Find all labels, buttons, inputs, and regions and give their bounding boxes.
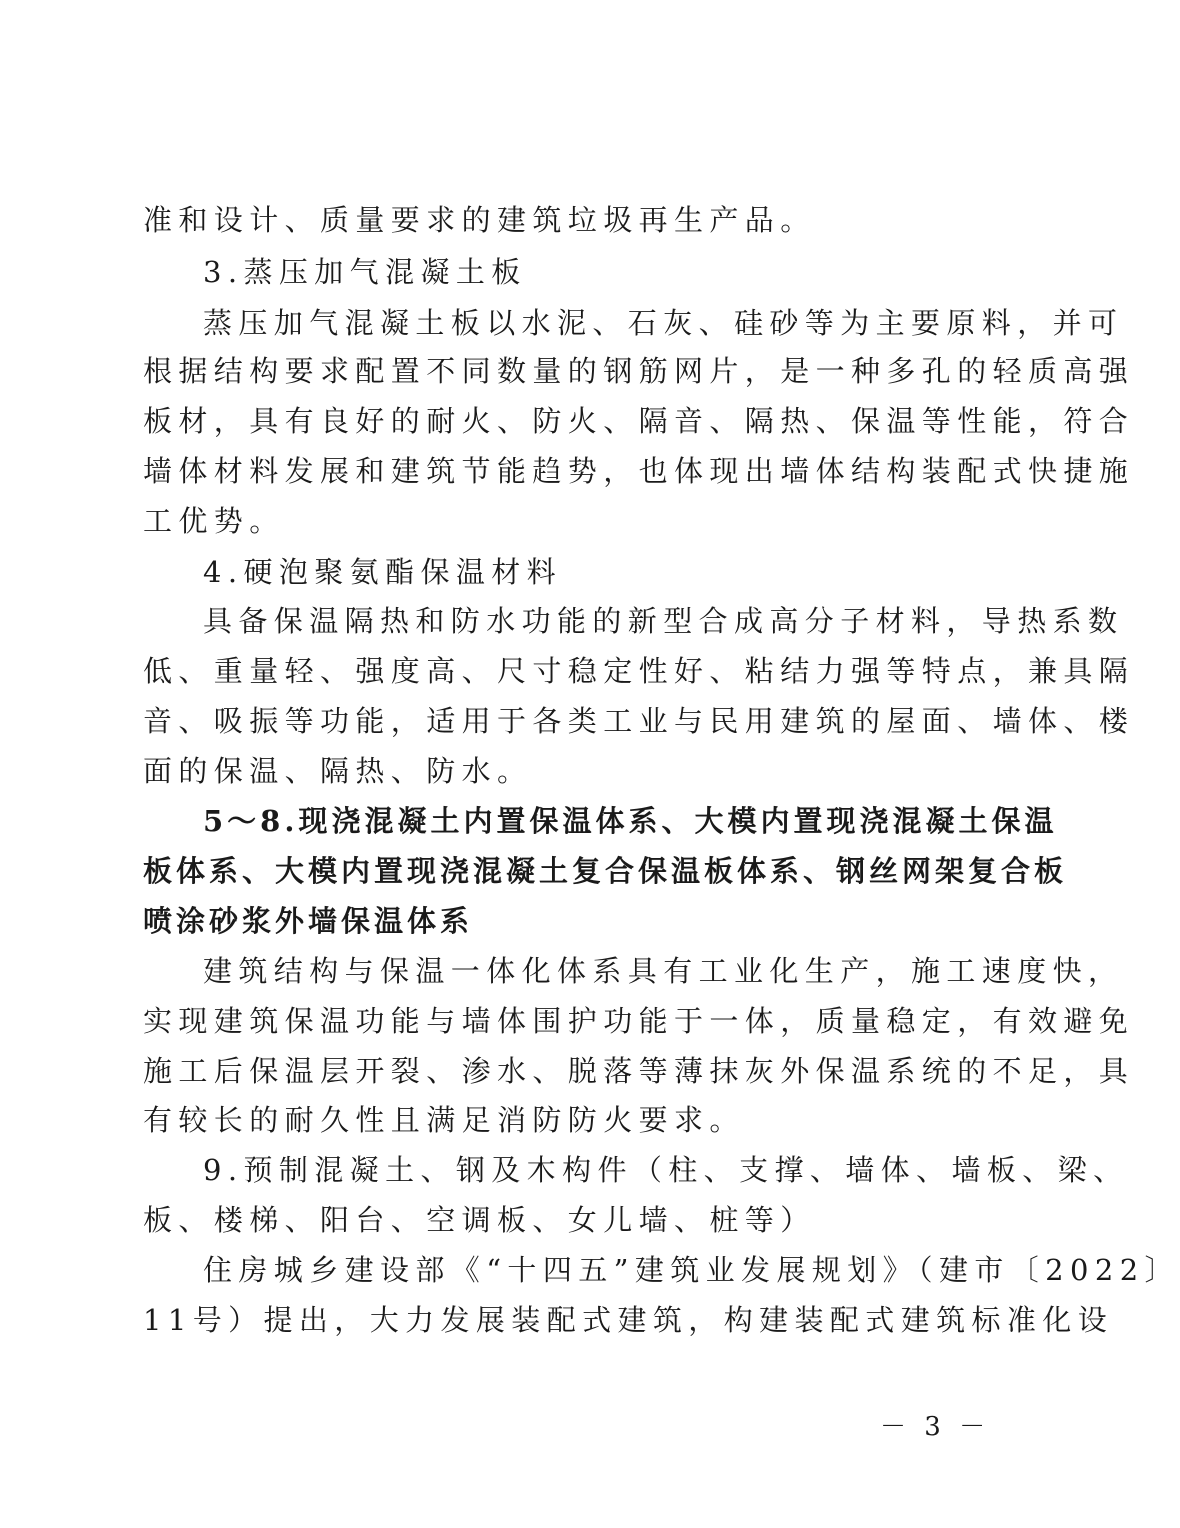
section-heading-4: 4.硬泡聚氨酯保温材料 — [203, 555, 563, 589]
body-text-line: 根据结构要求配置不同数量的钢筋网片，是一种多孔的轻质高强 — [143, 354, 1135, 388]
page-number: － 3 － — [880, 1412, 991, 1442]
body-text-line: 实现建筑保温功能与墙体围护功能于一体，质量稳定，有效避免 — [143, 1004, 1135, 1038]
section-heading-5-8: 喷涂砂浆外墙保温体系 — [143, 904, 474, 938]
body-text-line: 住房城乡建设部《“十四五”建筑业发展规划》（建市〔2022〕 — [203, 1253, 1180, 1287]
body-text-line: 建筑结构与保温一体化体系具有工业化生产，施工速度快， — [203, 954, 1124, 988]
body-text-line: 面的保温、隔热、防水。 — [143, 754, 533, 788]
section-heading-5-8: 板体系、大模内置现浇混凝土复合保温板体系、钢丝网架复合板 — [143, 854, 1068, 888]
body-text-line: 11号）提出，大力发展装配式建筑，构建装配式建筑标准化设 — [143, 1303, 1114, 1337]
body-text-line: 蒸压加气混凝土板以水泥、石灰、硅砂等为主要原料，并可 — [203, 306, 1124, 340]
body-text-line: 低、重量轻、强度高、尺寸稳定性好、粘结力强等特点，兼具隔 — [143, 654, 1135, 688]
section-heading-9: 板、楼梯、阳台、空调板、女儿墙、桩等） — [143, 1203, 816, 1237]
body-text-line: 准和设计、质量要求的建筑垃圾再生产品。 — [143, 203, 816, 237]
section-heading-9: 9.预制混凝土、钢及木构件（柱、支撑、墙体、墙板、梁、 — [203, 1153, 1129, 1187]
section-heading-3: 3.蒸压加气混凝土板 — [203, 255, 527, 289]
body-text-line: 具备保温隔热和防水功能的新型合成高分子材料，导热系数 — [203, 604, 1124, 638]
body-text-line: 墙体材料发展和建筑节能趋势，也体现出墙体结构装配式快捷施 — [143, 454, 1135, 488]
body-text-line: 板材，具有良好的耐火、防火、隔音、隔热、保温等性能，符合 — [143, 404, 1135, 438]
body-text-line: 有较长的耐久性且满足消防防火要求。 — [143, 1103, 745, 1137]
body-text-line: 音、吸振等功能，适用于各类工业与民用建筑的屋面、墙体、楼 — [143, 704, 1135, 738]
body-text-line: 施工后保温层开裂、渗水、脱落等薄抹灰外保温系统的不足，具 — [143, 1054, 1135, 1088]
section-heading-5-8: 5～8.现浇混凝土内置保温体系、大模内置现浇混凝土保温 — [203, 804, 1058, 838]
body-text-line: 工优势。 — [143, 504, 285, 538]
